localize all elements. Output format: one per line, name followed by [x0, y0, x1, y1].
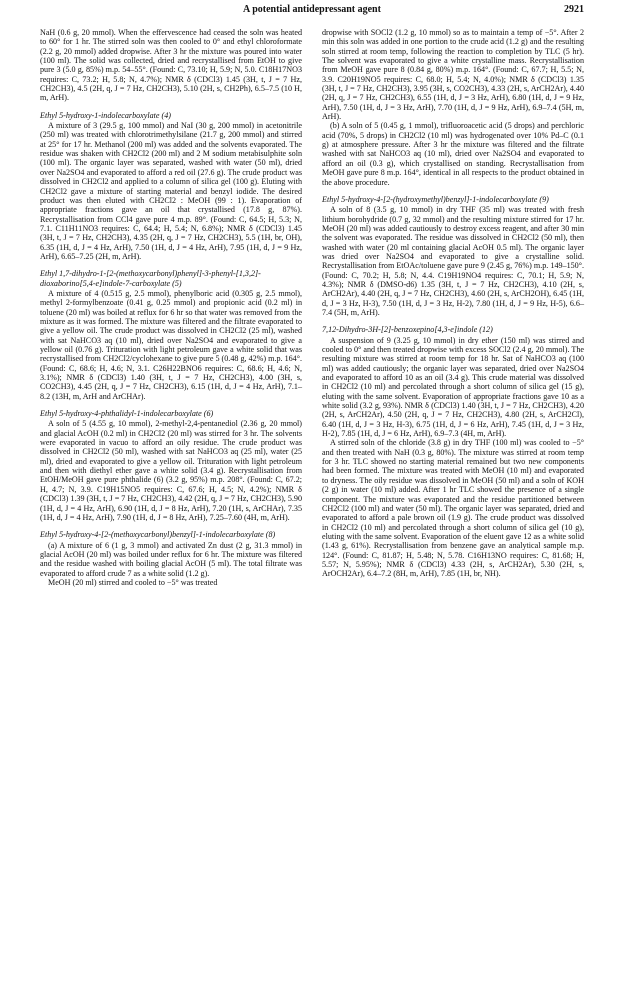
section-heading: Ethyl 1,7-dihydro-1-[2-(methoxycarbonyl)phenyl]-3-phenyl-[1,3,2]-dioxaborino[5,4-e]indole-7-carboxylate (5)	[40, 269, 261, 288]
page-header	[40, 4, 584, 20]
section-heading: 7,12-Dihydro-3H-[2]-benzoxepino[4,3-e]indole (12)	[322, 325, 493, 335]
body-paragraph: (b) A soln of 5 (0.45 g, 1 mmol), trifluoroacetic acid (5 drops) and perchloric acid (70%, 5 drops) in CH2Cl2 (10 ml) was hydrogenated over 10% Pd–C (0.1 g) at atmosphere pressure. After 3 hr the mixture was filtered and the filtrate washed with sat NaHCO3 aq (10 ml), dried over Na2SO4 and evaporated to afford an oil (0.3 g), which crystallised on standing. Recrystallisation from MeOH gave pure 8 m.p. 164°, identical in all respects to the product obtained in the above procedure.	[322, 121, 584, 187]
body-paragraph: A soln of 8 (3.5 g, 10 mmol) in dry THF (35 ml) was treated with fresh lithium borohydride (0.7 g, 32 mmol) and the resulting mixture stirred for 17 hr. MeOH (20 ml) was added cautiously to destroy excess reagent, and after 30 min the solvent was evaporated. The residue was dissolved in CH2Cl2 (50 ml), then washed with water (20 ml containing glacial AcOH 0.5 ml). The organic layer was dried over Na2SO4 and evaporated to give a crystalline solid. Recrystallisation from EtOAc/toluene gave pure 9 (2.45 g, 76%) m.p. 149–150°. (Found: C, 70.2; H, 5.8; N, 4.4. C19H19NO4 requires: C, 70.1; H, 5.9; N, 4.3%); NMR δ (DMSO-d6) 1.35 (3H, t, J = 7 Hz, CH2CH3), 4.10 (2H, s, ArCH2Ar), 4.40 (2H, q, J = 7 Hz, CH2CH3), 4.60 (2H, s, ArCH2OH), 6.45 (1H, d, J = 3 Hz, H-3), 7.50 (1H, d, J = 3 Hz, H-2), 7.80 (1H, d, J = 9 Hz, H-5), 6.6–7.4 (5H, m, ArH).	[322, 205, 584, 317]
body-paragraph: A stirred soln of the chloride (3.8 g) in dry THF (100 ml) was cooled to −5° and then treated with NaH (0.3 g, 80%). The mixture was stirred at room temp for 3 hr. TLC showed no starting material remained but two new components had been formed. The mixture was treated with MeOH (10 ml) and evaporated to dryness. The oily residue was dissolved in MeOH (50 ml) and a soln of KOH (2 g) in water (10 ml) added. After 1 hr TLC showed the presence of a single component. The mixture was evaporated and the residue partitioned between CH2Cl2 (100 ml) and water (50 ml). The organic layer was separated, dried and evaporated to afford a pale brown oil (1.9 g). The crude product was dissolved in CH2Cl2 (10 ml) and percolated through a short column of silica gel (10 g), eluting with the same solvent. Evaporation of the eluent gave 12 as a white solid (1.43 g, 61%). Recrystallisation from benzene gave an analytical sample m.p. 124°. (Found: C, 81.87; H, 5.48; N, 5.78. C16H13NO requires: C, 81.68; H, 5.57; N, 5.95%); NMR δ (CDCl3) 4.33 (2H, s, ArCH2Ar), 5.30 (2H, s, ArOCH2Ar), 6.4–7.2 (8H, m, ArH), 7.85 (1H, br, NH).	[322, 438, 584, 579]
running-title: A potential antidepressant agent	[243, 4, 381, 15]
body-paragraph: (a) A mixture of 6 (1 g, 3 mmol) and activated Zn dust (2 g, 31.3 mmol) in glacial AcOH (20 ml) was boiled under reflux for 6 hr. The mixture was filtered and the residue washed with boiling glacial AcOH (5 ml). The total filtrate was evaporated to afford crude 7 as a white solid (1.2 g).	[40, 540, 302, 578]
body-paragraph: A suspension of 9 (3.25 g, 10 mmol) in dry ether (150 ml) was stirred and cooled to 0° and then treated dropwise with excess SOCl2 (2.4 g, 20 mmol). The resulting mixture was stirred at room temp for 18 hr. Sat of NaHCO3 aq (100 ml) was added cautiously; the organic layer was separated, dried over Na2SO4 and evaporated to afford 10 as an oil (3.4 g). This crude material was dissolved in CH2Cl2 (10 ml) and percolated through a short column of silica gel (15 g), eluting with the same solvent. Evaporation of appropriate fractions gave 10 as a white solid (3.2 g, 93%). NMR δ (CDCl3) 1.40 (3H, t, J = 7 Hz, CH2CH3), 4.20 (2H, s, ArCH2Ar), 4.50 (2H, q, J = 7 Hz, CH2CH3), 4.80 (2H, s, ArCH2Cl), 6.40 (1H, d, J = 3 Hz, H-3), 6.75 (1H, d, J = 6 Hz, ArH), 7.45 (1H, d, J = 3 Hz, H-2), 7.85 (1H, d, J = 6 Hz, ArH), 6.9–7.3 (4H, m, ArH).	[322, 335, 584, 439]
section-heading: Ethyl 5-hydroxy-4-[2-(hydroxymethyl)benzyl]-1-indolecarboxylate (9)	[322, 194, 549, 204]
body-paragraph: dropwise with SOCl2 (1.2 g, 10 mmol) so as to maintain a temp of −5°. After 2 min this soln was added in one portion to the crude acid (1.2 g) and the resulting soln stirred at room temp, following the reaction to completion by TLC (5 hr). The solvent was evaporated to give a white crystalline mass. Recrystallisation from MeOH gave pure 8 (0.84 g, 80%) m.p. 164°. (Found: C, 67.7; H, 5.5; N, 3.9. C20H19NO5 requires: C, 68.0; H, 5.4; N, 4.0%); NMR δ (CDCl3) 1.35 (3H, t, J = 7 Hz, CH2CH3), 3.95 (3H, s, CO2CH3), 4.33 (2H, s, ArCH2Ar), 4.40 (2H, q, J = 7 Hz, CH2CH3), 6.55 (1H, d, J = 3 Hz, ArH), 6.80 (1H, d, J = 9 Hz, ArH), 7.50 (1H, d, J = 3 Hz, ArH), 7.70 (1H, d, J = 9 Hz, ArH), 6.9–7.4 (5H, m, ArH).	[322, 28, 584, 122]
body-paragraph: MeOH (20 ml) stirred and cooled to −5° was treated	[48, 577, 218, 587]
body-paragraph: A mixture of 4 (0.515 g, 2.5 mmol), phenylboric acid (0.305 g, 2.5 mmol), methyl 2-formylbenzoate (0.41 g, 0.25 mmol) and propionic acid (0.2 ml) in toluene (20 ml) was boiled at reflux for 6 hr so that water was removed from the mixture as it was formed. The mixture was filtered and the filtrate evaporated to give a yellow oil. The crude product was dissolved in CH2Cl2 (25 ml), washed with sat NaHCO3 aq (10 ml), dried over Na2SO4 and evaporated to give a yellow oil (0.76 g). Trituration with light petroleum gave a white solid that was recrystallised from CH2Cl2/cyclohexane to give pure 5 (0.48 g, 42%) m.p. 164°. (Found: C, 68.6; H, 4.6; N, 3.1. C26H22BNO6 requires: C, 68.6; H, 4.6; N, 3.1%); NMR δ (CDCl3) 1.40 (3H, t, J = 7 Hz, CH2CH3), 4.00 (3H, s, CO2CH3), 4.45 (2H, q, J = 7 Hz, CH2CH3), 6.15 (1H, d, J = 4 Hz, ArH), 7.1–8.2 (13H, m, ArH and ArCHAr).	[40, 288, 302, 401]
right-column	[322, 28, 584, 579]
body-paragraph: A mixture of 3 (29.5 g, 100 mmol) and NaI (30 g, 200 mmol) in acetonitrile (250 ml) was treated with chlorotrimethylsilane (21.7 g, 200 mmol) and stirred at 25° for 17 hr. Methanol (200 ml) was added and the solvents evaporated. The residue was shaken with CH2Cl2 (200 ml) and 2 M sodium metabisulphite soln (100 ml). The organic layer was separated, washed with water (50 ml), dried over Na2SO4 and evaporated to afford a red oil (27.6 g). The crude product was dissolved in CH2Cl2 and applied to a column of silica gel (100 g). Eluting with CH2Cl2 gave a mixture of starting material and benzyl iodide. The desired product was then eluted with CH2Cl2 : MeOH (99 : 1). Evaporation of appropriate fractions gave an oil that crystallised (17.8 g, 87%). Recrystallisation from CCl4 gave pure 4 m.p. 89°. (Found: C, 64.5; H, 5.3; N, 7.1. C11H11NO3 requires: C, 64.4; H, 5.4; N, 6.8%); NMR δ (CDCl3) 1.45 (3H, t, J = 7 Hz, CH2CH3), 4.35 (2H, q, J = 7 Hz, CH2CH3), 5.5 (1H, br, OH), 6.35 (1H, d, J = 4 Hz, ArH), 7.50 (1H, d, J = 4 Hz, ArH), 7.95 (1H, d, J = 9 Hz, ArH), 6.65–7.25 (2H, m, ArH).	[40, 121, 302, 261]
section-heading: Ethyl 5-hydroxy-4-[2-(methoxycarbonyl)benzyl]-1-indolecarboxylate (8)	[40, 530, 276, 540]
page-number: 2921	[564, 4, 584, 15]
section-heading: Ethyl 5-hydroxy-1-indolecarboxylate (4)	[40, 110, 171, 120]
body-paragraph: NaH (0.6 g, 20 mmol). When the effervescence had ceased the soln was heated to 60° for 1 hr. The stirred soln was then cooled to 0° and ethyl chloroformate (2.2 g, 20 mmol) added dropwise. After 3 hr the mixture was poured into water (100 ml). The solid was collected, dried and recrystallised from EtOH to give pure 3 (5.0 g, 85%) m.p. 54–55°. (Found: C, 73.10; H, 5.9; N, 5.0. C18H17NO3 requires: C, 73.2; H, 5.8; N, 4.7%); NMR δ (CDCl3) 1.45 (3H, t, J = 7 Hz, CH2CH3), 4.5 (2H, q, J = 7 Hz, CH2CH3), 5.10 (2H, s, CH2Ph), 6.5–7.5 (10 H, m, ArH).	[40, 28, 302, 103]
section-heading: Ethyl 5-hydroxy-4-phthalidyl-1-indolecarboxylate (6)	[40, 409, 214, 419]
left-column	[40, 28, 302, 587]
body-paragraph: A soln of 5 (4.55 g, 10 mmol), 2-methyl-2,4-pentanediol (2.36 g, 20 mmol) and glacial AcOH (0.2 ml) in CH2Cl2 (20 ml) was stirred for 3 hr. The solvents were evaporated in vacuo to afford an oily residue. The crude product was dissolved in CH2Cl2 (50 ml), washed with sat NaHCO3 aq (25 ml), water (25 ml), dried and evaporated to give a yellow oil. Trituration with light petroleum and then with diethyl ether gave a white solid (3.4 g). Recrystallisation from EtOH/MeOH gave pure phthalide (6) (3.2 g, 95%) m.p. 208°. (Found: C, 67.2; H, 4.7; N, 3.9. C19H15NO5 requires: C, 67.6; H, 4.5; N, 4.2%); NMR δ (CDCl3) 1.39 (3H, t, J = 7 Hz, CH2CH3), 4.42 (2H, q, J = 7 Hz, CH2CH3), 5.90 (1H, d, J = 4 Hz, ArH), 6.90 (1H, d, J = 8 Hz, ArH), 7.20 (1H, s, ArCHAr), 7.35 (1H, d, J = 4 Hz, ArH), 7.90 (1H, d, J = 8 Hz, ArH), 7.25–7.60 (4H, m, ArH).	[40, 419, 302, 522]
